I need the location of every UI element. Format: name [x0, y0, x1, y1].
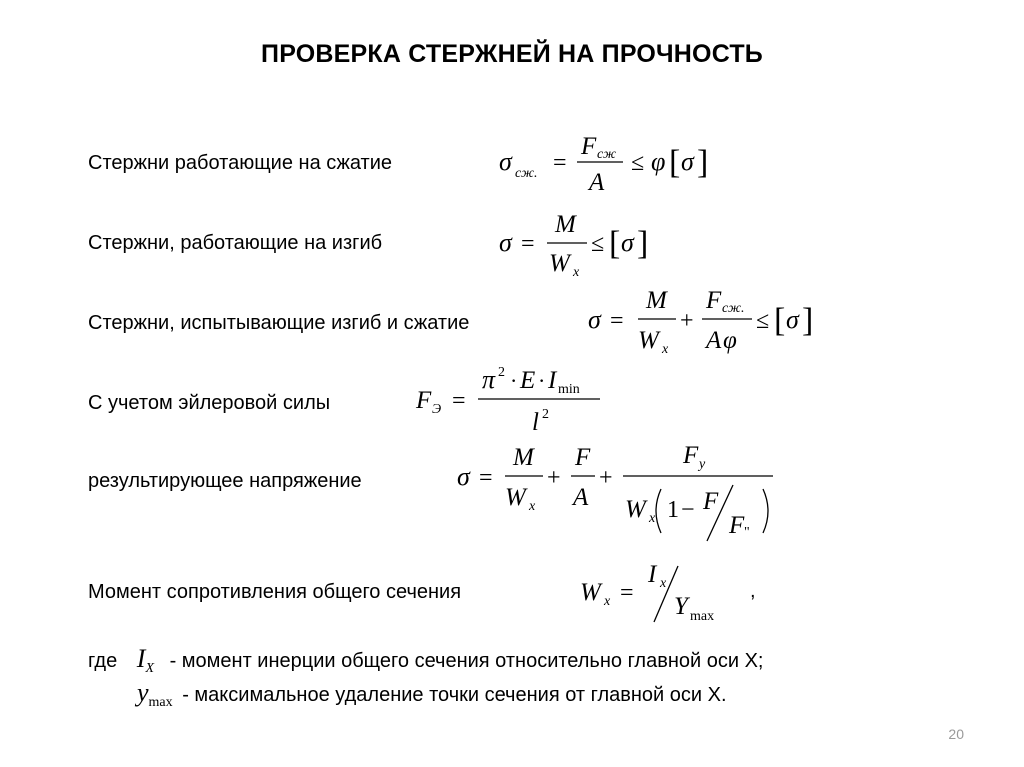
svg-text:2: 2 — [542, 407, 549, 422]
svg-text:M: M — [513, 444, 534, 471]
svg-text:x: x — [649, 511, 656, 526]
svg-text:+: + — [680, 308, 694, 334]
svg-text:=: = — [521, 231, 535, 257]
svg-text:≤: ≤ — [631, 150, 645, 176]
svg-text:x: x — [604, 594, 611, 609]
svg-text:]: ] — [637, 225, 649, 262]
svg-text:A: A — [589, 169, 605, 196]
svg-text:W: W — [638, 327, 659, 354]
svg-text:=: = — [452, 388, 466, 414]
svg-text:φ: φ — [723, 327, 737, 354]
svg-text:сж.: сж. — [515, 166, 538, 181]
svg-text:=: = — [610, 308, 624, 334]
formula-section-modulus — [578, 558, 728, 633]
svg-text:·: · — [510, 368, 518, 393]
svg-text:F: F — [703, 488, 719, 515]
ymax-subscript: max — [148, 695, 173, 710]
svg-text:x: x — [573, 265, 580, 280]
legend-where: где — [88, 650, 118, 672]
svg-text:F: F — [575, 444, 591, 471]
row-label-resulting-stress: результирующее напряжение — [88, 470, 362, 492]
row-label-section-modulus: Момент сопротивления общего сечения — [88, 581, 462, 603]
svg-text:σ: σ — [499, 228, 512, 257]
formula-compression — [497, 128, 727, 198]
svg-text:≤: ≤ — [756, 308, 770, 334]
svg-text:[: [ — [774, 302, 786, 339]
svg-text:π: π — [482, 365, 496, 394]
svg-text:min: min — [558, 382, 580, 397]
row-label-compression: Стержни работающие на сжатие — [88, 152, 392, 174]
svg-text:F: F — [581, 133, 597, 160]
svg-text:+: + — [547, 465, 561, 491]
svg-text:σ: σ — [621, 228, 634, 257]
svg-text:max: max — [690, 609, 715, 624]
svg-text:сж: сж — [597, 147, 617, 162]
row-label-euler: С учетом эйлеровой силы — [88, 392, 331, 414]
formula-resulting-stress — [455, 437, 785, 552]
svg-text:W: W — [549, 250, 570, 277]
svg-text:W: W — [580, 579, 601, 606]
svg-text:−: − — [681, 497, 695, 523]
row-label-bending: Стержни, работающие на изгиб — [88, 232, 383, 254]
svg-text:[: [ — [669, 144, 681, 181]
formula-bending-compression — [586, 284, 826, 364]
svg-text:F: F — [683, 442, 699, 469]
page-number: 20 — [948, 726, 964, 742]
svg-text:I: I — [548, 367, 557, 394]
svg-text:=: = — [553, 150, 567, 176]
svg-text:F: F — [706, 287, 722, 314]
svg-text:W: W — [625, 496, 646, 523]
svg-text:I: I — [648, 561, 657, 588]
svg-text:x: x — [660, 576, 667, 591]
ymax-description: - максимальное удаление точки сечения от главной оси X. — [182, 684, 727, 706]
svg-text:M: M — [555, 211, 576, 238]
svg-text:Y: Y — [674, 593, 688, 620]
svg-text:φ: φ — [651, 147, 666, 176]
svg-text:σ: σ — [786, 305, 799, 334]
svg-text:≤: ≤ — [591, 231, 605, 257]
svg-text:σ: σ — [588, 305, 601, 334]
svg-text:A: A — [706, 327, 722, 354]
slide-title: ПРОВЕРКА СТЕРЖНЕЙ НА ПРОЧНОСТЬ — [261, 40, 763, 68]
formula-euler — [414, 358, 614, 443]
svg-text:E: E — [520, 367, 536, 394]
ix-subscript: X — [145, 661, 154, 676]
ix-description: - момент инерции общего сечения относительно главной оси X; — [169, 650, 764, 672]
svg-text:σ: σ — [681, 147, 694, 176]
ymax-symbol: y — [137, 678, 149, 707]
svg-text:]: ] — [697, 144, 709, 181]
svg-text:=: = — [620, 580, 634, 606]
svg-text:Э: Э — [432, 402, 442, 417]
legend-line-ymax — [137, 678, 727, 708]
svg-text:=: = — [479, 465, 493, 491]
svg-text:A: A — [573, 484, 589, 511]
svg-text:[: [ — [609, 225, 621, 262]
svg-text:F: F — [416, 387, 432, 414]
svg-text:2: 2 — [498, 365, 505, 380]
svg-text:y: y — [699, 457, 706, 472]
row-label-bending-compression: Стержни, испытывающие изгиб и сжатие — [88, 312, 470, 334]
svg-text:σ: σ — [457, 462, 470, 491]
svg-text:F: F — [729, 512, 745, 539]
svg-text:σ: σ — [499, 147, 512, 176]
trailing-comma: , — [750, 580, 756, 602]
svg-text:сж.: сж. — [722, 301, 745, 316]
formula-bending — [497, 206, 667, 286]
svg-text:x: x — [529, 499, 536, 514]
ix-symbol: I — [136, 644, 146, 673]
svg-text:M: M — [646, 287, 667, 314]
svg-text:W: W — [505, 484, 526, 511]
svg-text:x: x — [662, 342, 669, 357]
svg-text:": " — [744, 525, 750, 540]
legend-line-ix — [88, 644, 764, 674]
svg-text:l: l — [532, 409, 539, 436]
svg-text:+: + — [599, 465, 613, 491]
svg-text:·: · — [538, 368, 546, 393]
svg-text:1: 1 — [667, 497, 679, 523]
svg-text:]: ] — [802, 302, 814, 339]
